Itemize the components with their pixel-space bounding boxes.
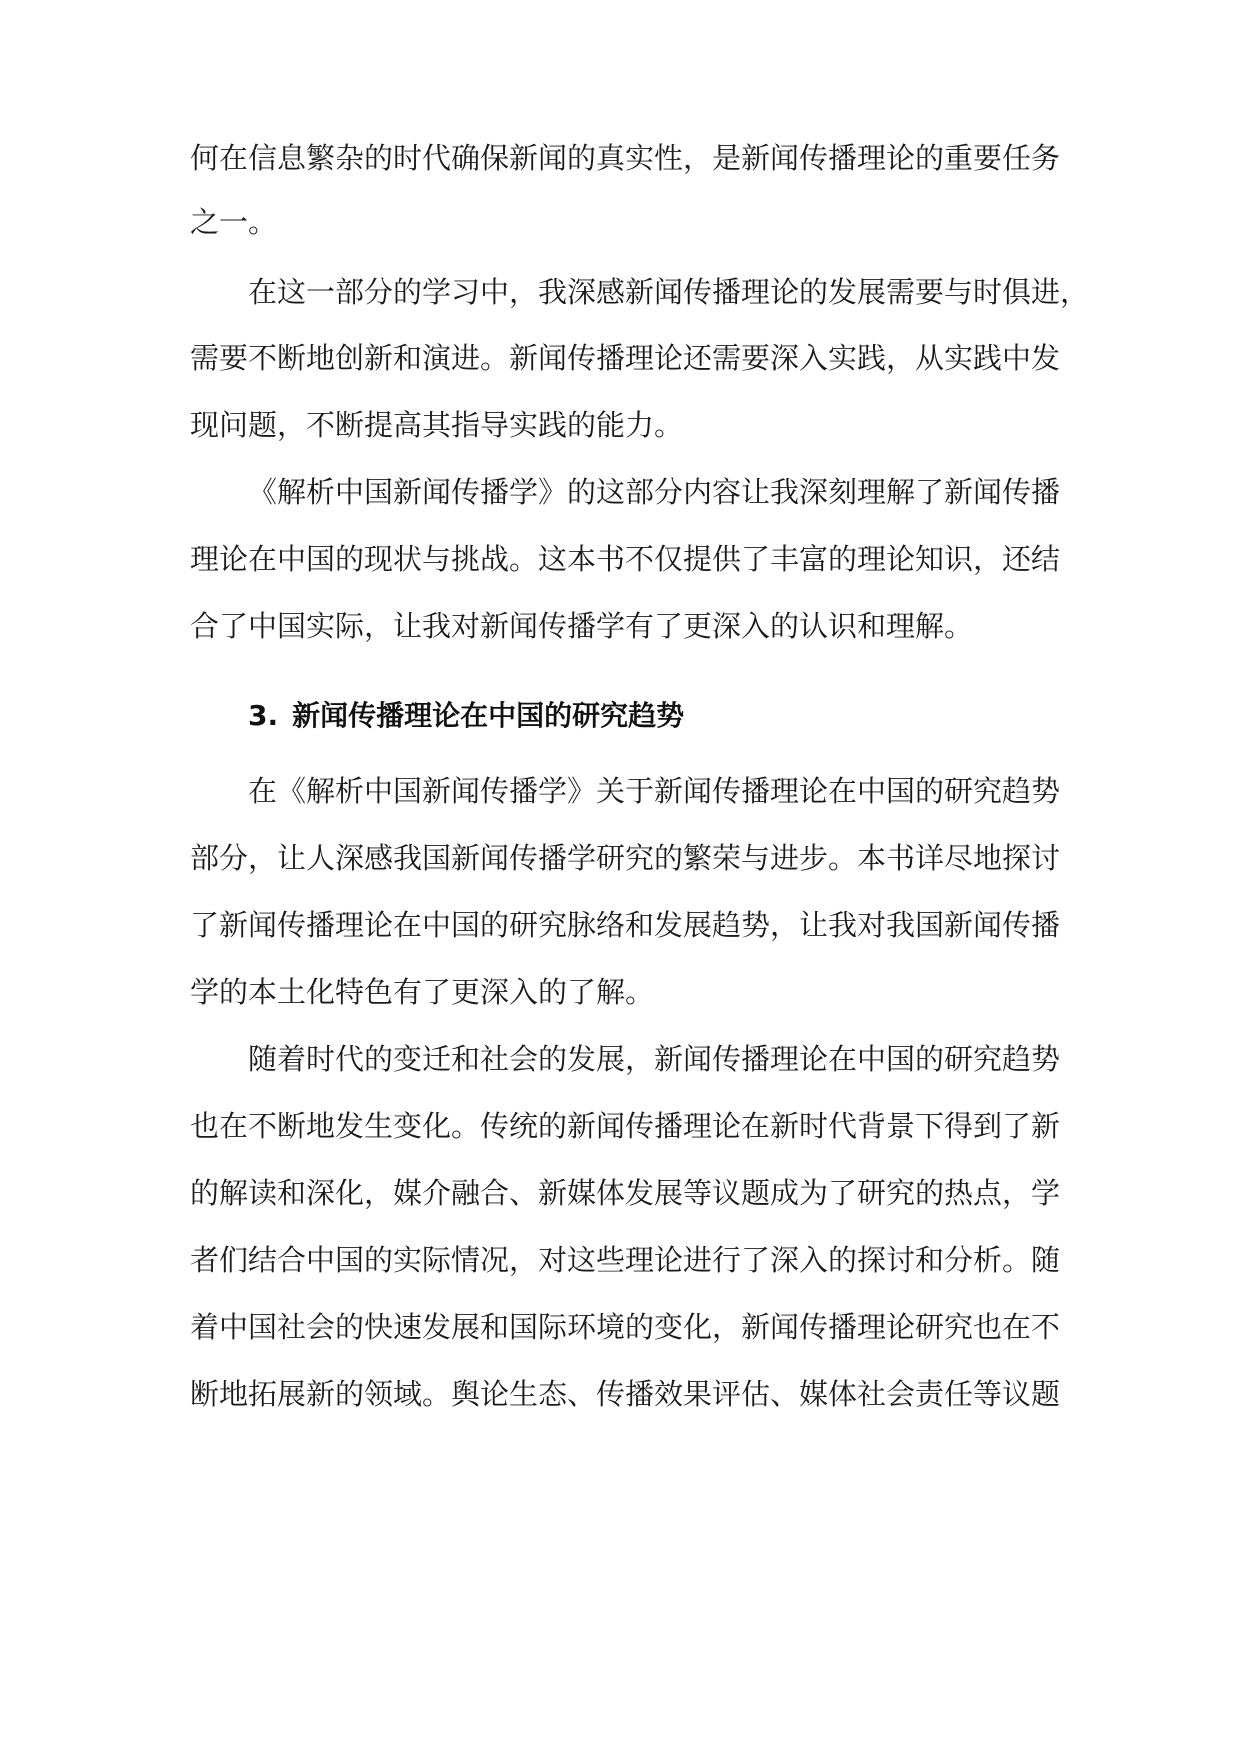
paragraph-line: 断地拓展新的领域。舆论生态、传播效果评估、媒体社会责任等议题 [190,1377,1061,1411]
paragraph-line: 合了中国实际，让我对新闻传播学有了更深入的认识和理解。 [190,609,974,643]
paragraph-line: 也在不断地发生变化。传统的新闻传播理论在新时代背景下得到了新 [190,1109,1061,1143]
paragraph-line: 着中国社会的快速发展和国际环境的变化，新闻传播理论研究也在不 [190,1310,1061,1344]
section-heading [248,694,684,738]
paragraph-line: 需要不断地创新和演进。新闻传播理论还需要深入实践，从实践中发 [190,341,1061,375]
paragraph-line: 在这一部分的学习中，我深感新闻传播理论的发展需要与时俱进， [248,275,1090,309]
paragraph-line: 了新闻传播理论在中国的研究脉络和发展趋势，让我对我国新闻传播 [190,908,1061,942]
paragraph-line: 现问题，不断提高其指导实践的能力。 [190,408,684,442]
paragraph-line: 《解析中国新闻传播学》的这部分内容让我深刻理解了新闻传播 [248,475,1061,509]
paragraph-line: 者们结合中国的实际情况，对这些理论进行了深入的探讨和分析。随 [190,1243,1061,1277]
paragraph-line: 何在信息繁杂的时代确保新闻的真实性，是新闻传播理论的重要任务 [190,141,1061,175]
paragraph-line: 之一。 [190,205,278,239]
paragraph-line: 的解读和深化，媒介融合、新媒体发展等议题成为了研究的热点，学 [190,1176,1061,1210]
paragraph-line: 部分，让人深感我国新闻传播学研究的繁荣与进步。本书详尽地探讨 [190,841,1061,875]
paragraph-line: 在《解析中国新闻传播学》关于新闻传播理论在中国的研究趋势 [248,774,1061,808]
paragraph-line: 理论在中国的现状与挑战。这本书不仅提供了丰富的理论知识，还结 [190,542,1061,576]
section-heading-title: 新闻传播理论在中国的研究趋势 [292,699,685,732]
paragraph-line: 学的本土化特色有了更深入的了解。 [190,975,655,1009]
paragraph-line: 随着时代的变迁和社会的发展，新闻传播理论在中国的研究趋势 [248,1042,1061,1076]
section-heading-number: 3. [248,699,279,732]
